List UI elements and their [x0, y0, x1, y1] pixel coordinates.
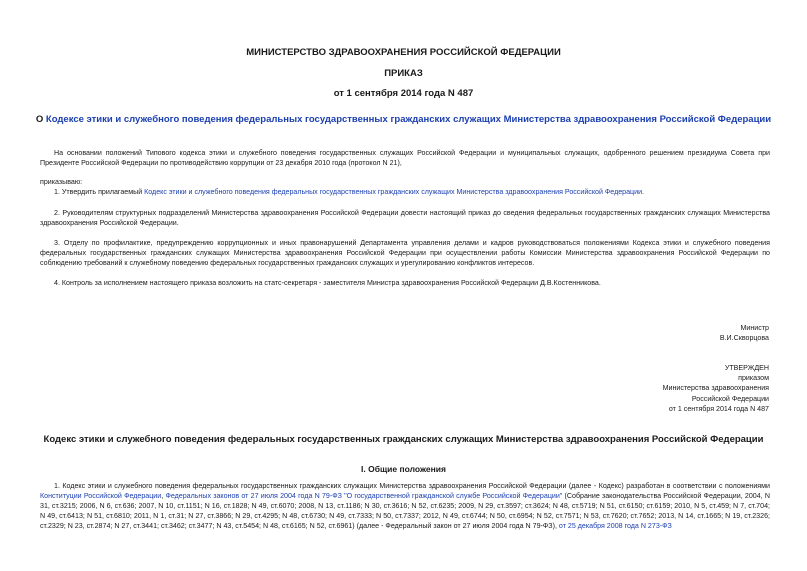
item-4: 4. Контроль за исполнением настоящего приказа возложить на статс-секретаря - заместителя Министра здравоохранения Российской Федерации Д.В.Костенникова.	[54, 279, 601, 287]
code-title: Кодекс этики и служебного поведения федеральных государственных гражданских служащих Министерства здравоохранения Российской Федерации	[43, 434, 764, 445]
item-2: 2. Руководителям структурных подразделений Министерства здравоохранения Российской Федерации довести настоящий приказ до сведения федеральных государственных гражданских служащих Министерства здравоохранения Российской Федерации.	[40, 209, 770, 227]
item-1-text: 1. Утвердить прилагаемый	[54, 188, 145, 196]
doc-type: ПРИКАЗ	[384, 68, 423, 79]
approval-line-1: УТВЕРЖДЕН	[724, 364, 769, 372]
item-1	[40, 188, 770, 198]
approval-block	[663, 363, 769, 414]
item-1-end: .	[642, 188, 645, 196]
constitution-link[interactable]: Конституции Российской Федерации	[40, 491, 162, 500]
federal-law-link[interactable]: Федеральных законов от 27 июля 2004 года N 79-ФЗ "О государственной гражданской службе Российской Федерации"	[165, 491, 563, 500]
preamble: На основании положений Типового кодекса этики и служебного поведения государственных служащих Российской Федерации и муниципальных служащих, одобренного решением президиума Совета при Президенте Российской Федерации по противодействию коррупции от 23 декабря 2010 года (протокол N 21),	[40, 149, 770, 167]
paragraph-1-text-b: (Собрание законодательства Российской Федерации, 2004, N 31, ст.3215; 2006, N 6, ст.636; 2007, N 10, ст.1151; N 16, ст.1828; N 49, ст.6070; 2008, N 13, ст.1186; N 30, ст.3616; N 52, ст.6235; 2009, N 29, ст.3597; ст.3624; N 48, ст.5719; N 51, ст.6150; ст.6159; 2010, N 5, ст.459; N 7, ст.704; N 49, ст.6413; N 51, ст.6810; 2011, N 1, ст.31; N 27, ст.3866; N 29, ст.4295; N 48, ст.6730; N 49, ст.7333; N 50, ст.7337; 2012, N 49, ст.6744; N 50, ст.6954; N 52, ст.7571; N 53, ст.7620; ст.7652; 2013, N 14, ст.1665; N 19, ст.2326; ст.2329; N 23, ст.2874; N 27, ст.3441; ст.3462; ст.3477; N 43, ст.5454; N 48, ст.6165; N 52, ст.6961) (далее - Федеральный закон от 27 июля 2004 года N 79-ФЗ),	[40, 491, 770, 530]
signature-role: Министр	[740, 324, 769, 332]
order-word: приказываю:	[40, 178, 83, 186]
paragraph-1-sep: ,	[161, 491, 166, 500]
item-3: 3. Отделу по профилактике, предупреждению коррупционных и иных правонарушений Департамента управления делами и кадров руководствоваться положениями Кодекса этики и служебного поведения федеральных государственных гражданских служащих Министерства здравоохранения Российской Федерации при осуществлении работы Комиссии Министерства здравоохранения Российской Федерации по соблюдению требований к служебному поведению федеральных государственных гражданских служащих и урегулированию конфликтов интересов.	[40, 239, 770, 267]
order-title-prefix: О	[35, 114, 46, 125]
ministry-header: МИНИСТЕРСТВО ЗДРАВООХРАНЕНИЯ РОССИЙСКОЙ ФЕДЕРАЦИИ	[246, 47, 561, 58]
order-title	[0, 114, 807, 125]
approval-line-3: Министерства здравоохранения	[662, 384, 769, 393]
signature-name: В.И.Скворцова	[719, 334, 769, 343]
approval-line-2: приказом	[738, 374, 769, 383]
paragraph-1	[40, 482, 770, 532]
order-title-link[interactable]: Кодексе этики и служебного поведения федеральных государственных гражданских служащих Министерства здравоохранения Российской Федерации	[45, 114, 772, 125]
approval-line-5: от 1 сентября 2014 года N 487	[668, 404, 769, 413]
section-heading: I. Общие положения	[361, 464, 446, 474]
approval-line-4: Российской Федерации	[691, 394, 769, 403]
item-1-link[interactable]: Кодекс этики и служебного поведения федеральных государственных гражданских служащих Министерства здравоохранения Российской Федерации	[144, 188, 643, 196]
paragraph-1-text-a: 1. Кодекс этики и служебного поведения федеральных государственных гражданских служащих Министерства здравоохранения Российской Федерации (далее - Кодекс) разработан в соответствии с положениями	[54, 482, 770, 490]
signature-block	[720, 323, 769, 343]
order-date: от 1 сентября 2014 года N 487	[333, 88, 474, 99]
law-273-link[interactable]: от 25 декабря 2008 года N 273-ФЗ	[558, 521, 672, 530]
